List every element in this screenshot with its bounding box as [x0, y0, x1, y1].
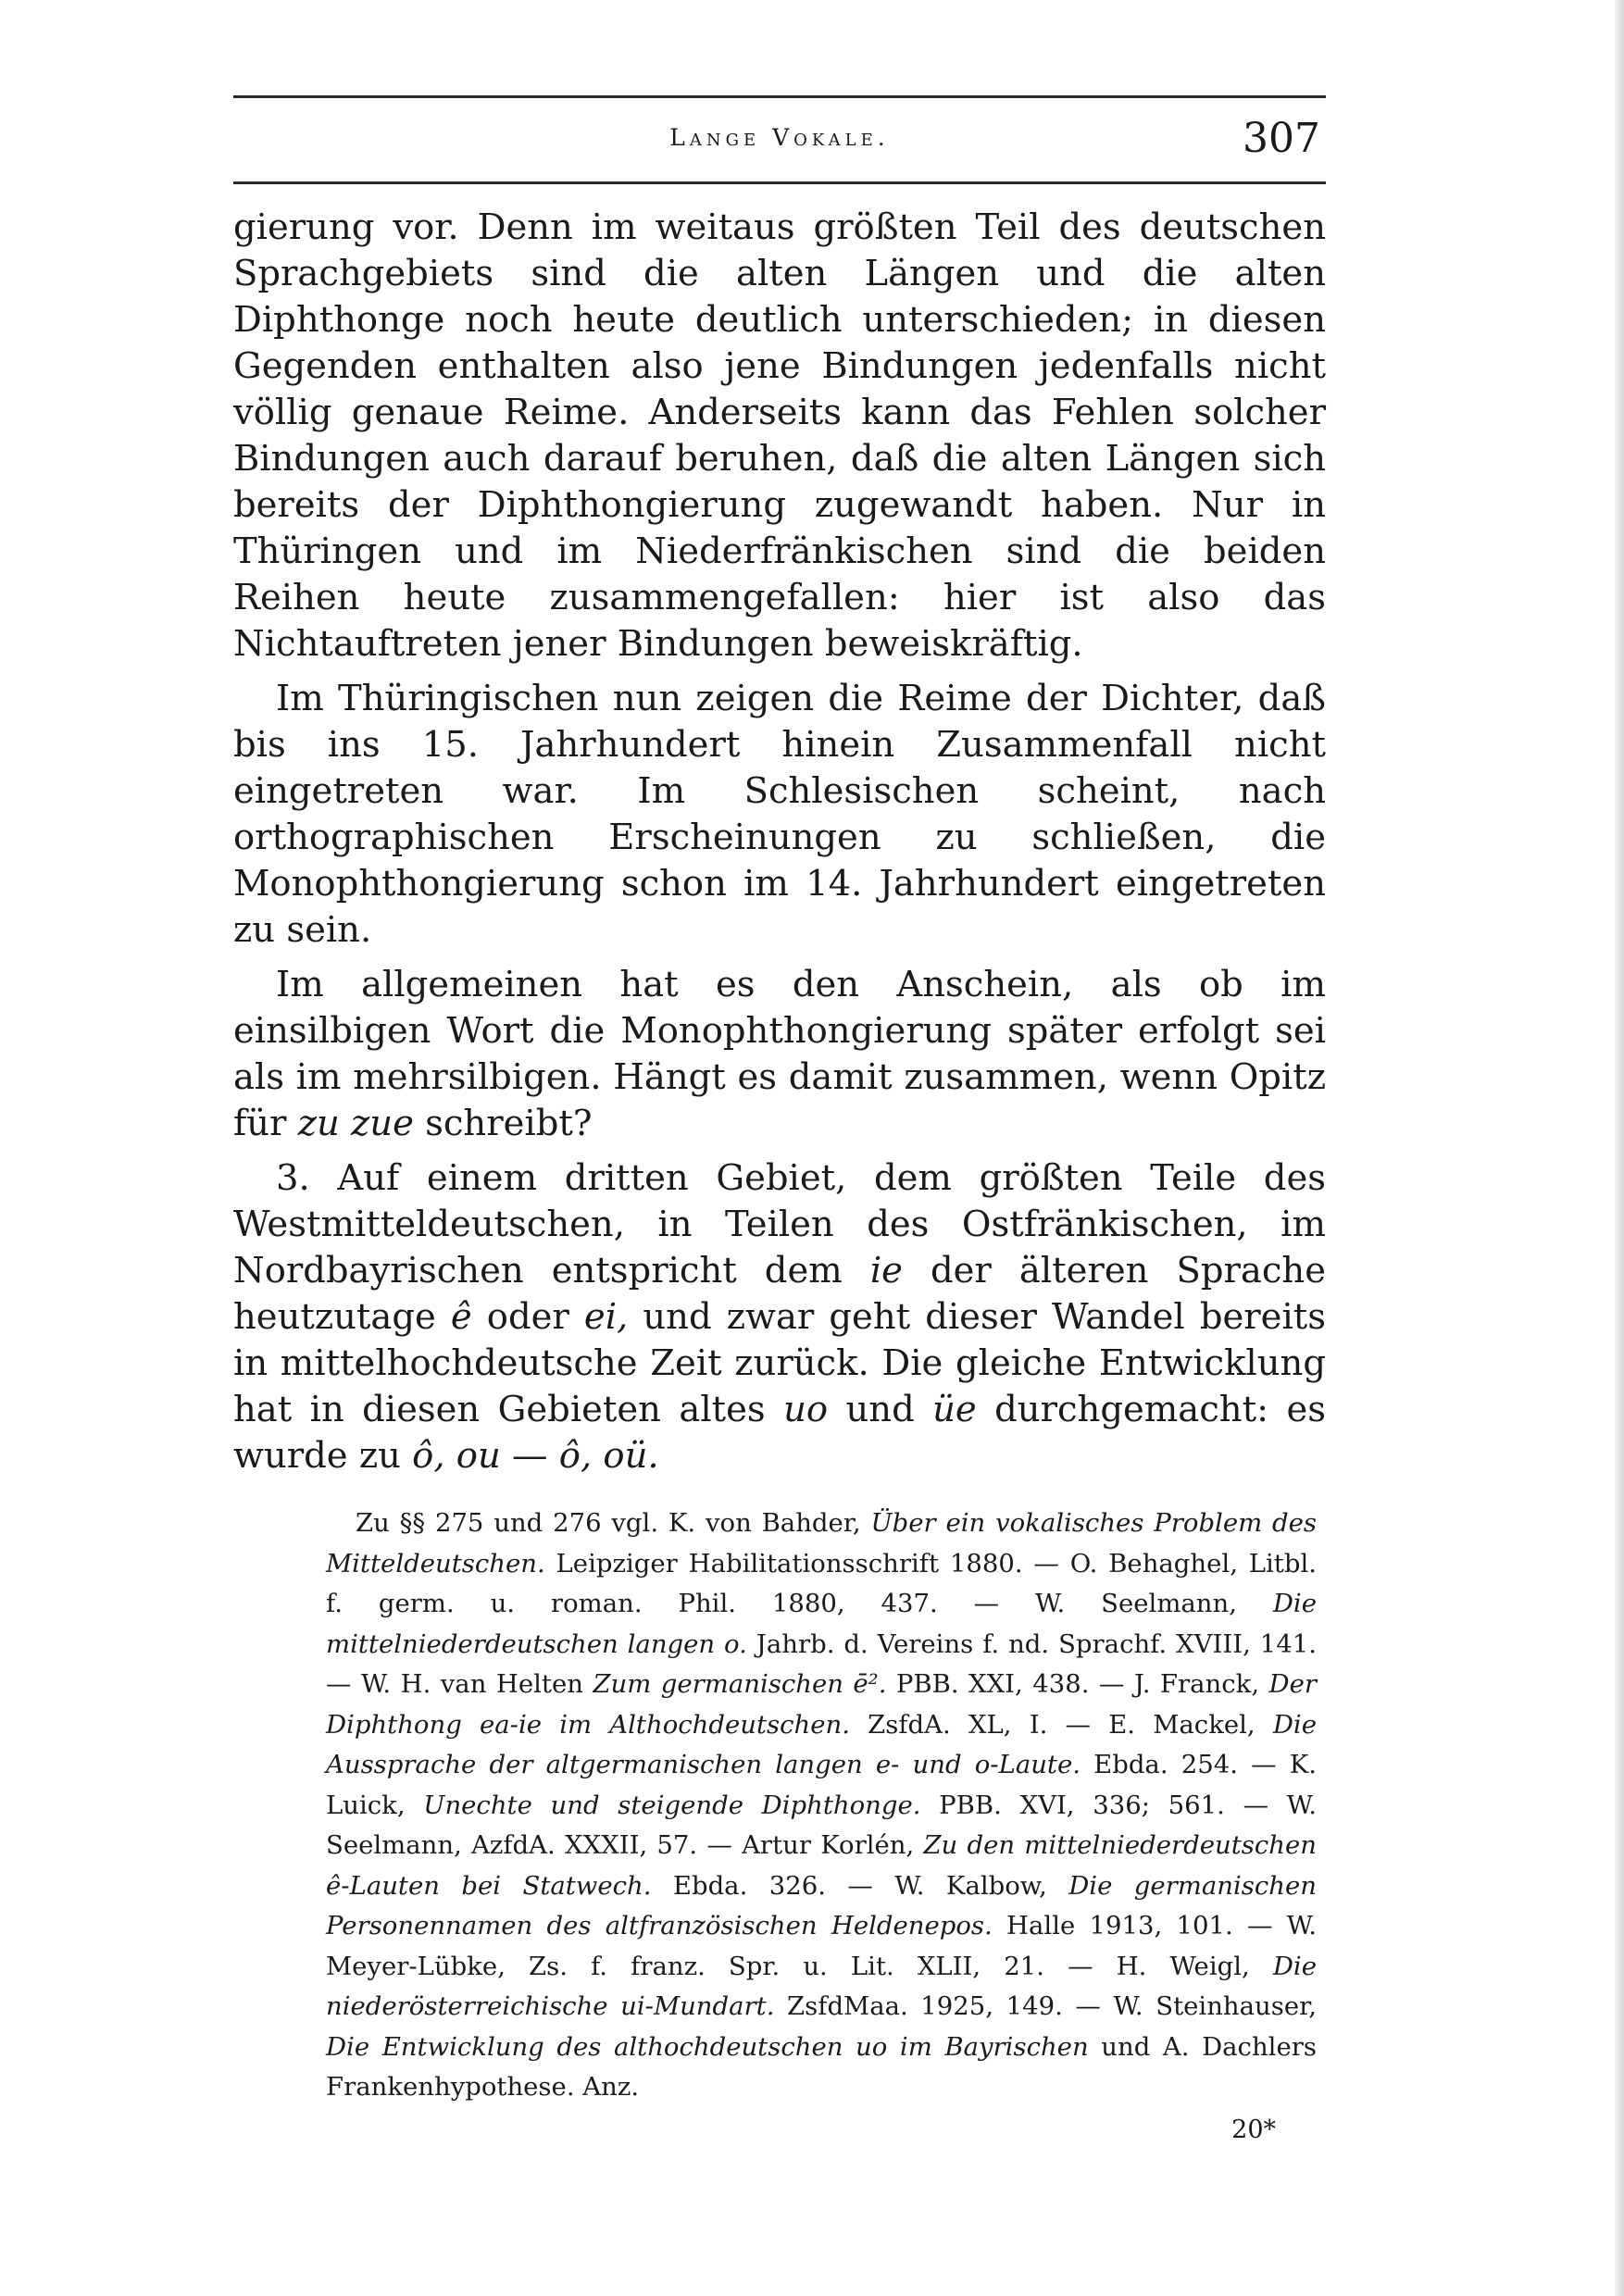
- note-title-italic: Die Entwicklung des althochdeutschen uo im Bayrischen: [326, 2031, 1089, 2062]
- note-title-italic: Über ein vokalisches Problem des Mitteldeutschen.: [326, 1508, 1317, 1578]
- page-edge-shadow: [1615, 0, 1624, 2296]
- note-title-italic: Unechte und steigende Diphthonge.: [423, 1790, 921, 1820]
- p4-italic-o-oue: ô, oü.: [558, 1435, 659, 1477]
- p4-italic-ei: ei,: [583, 1296, 629, 1338]
- p4-text-a: 3. Auf einem dritten Gebiet, dem größten Teile des Westmitteldeutschen, in Teilen des Ostfränkischen, im Nordbayrischen entspricht dem: [233, 1157, 1326, 1292]
- paragraph-3: [233, 962, 1326, 1147]
- p4-italic-e: ê: [450, 1296, 472, 1338]
- running-head: [233, 115, 1326, 181]
- paragraph-4: [233, 1155, 1326, 1479]
- note-text: Ebda. 254. — K. Luick,: [326, 1750, 1318, 1820]
- running-title: Lange Vokale.: [669, 124, 890, 151]
- note-text: Halle 1913, 101. — W. Meyer-Lübke, Zs. f. franz. Spr. u. Lit. XLII, 21. — H. Weigl,: [326, 1911, 1318, 1981]
- note-text: PBB. XXI, 438. — J. Franck,: [886, 1669, 1269, 1699]
- note-text: Zu §§ 275 und 276 vgl. K. von Bahder,: [356, 1508, 871, 1538]
- p4-text-i: und: [828, 1389, 933, 1430]
- header-rule-bottom: [233, 181, 1326, 184]
- p4-italic-uo: uo: [783, 1389, 829, 1430]
- note-title-italic: Der Diphthong ea-ie im Althochdeutschen.: [326, 1669, 1317, 1740]
- main-text: [233, 205, 1326, 1479]
- bibliography-paragraph: [326, 1504, 1317, 2108]
- note-title-italic: Die Aussprache der altgermanischen langen e- und o-Laute.: [326, 1709, 1317, 1779]
- p4-text-g: und zwar geht dieser Wandel bereits in mittelhochdeutsche Zeit zurück. Die gleiche Entwicklung hat in diesen Gebieten altes: [233, 1296, 1326, 1430]
- p4-italic-o-ou: ô, ou: [412, 1435, 501, 1477]
- p3-text-a: Im allgemeinen hat es den Anschein, als ob im einsilbigen Wort die Monophthongierung später erfolgt sei als im mehrsilbigen. Hängt es damit zusammen, wenn Opitz für: [233, 964, 1326, 1144]
- p4-italic-ue: üe: [932, 1389, 977, 1430]
- note-text: Leipziger Habilitationsschrift 1880. — O. Behaghel, Litbl. f. germ. u. roman. Phil. 1880, 437. — W. Seelmann,: [326, 1548, 1317, 1618]
- note-text: ZsfdMaa. 1925, 149. — W. Steinhauser,: [774, 1991, 1317, 2021]
- paragraph-2: Im Thüringischen nun zeigen die Reime der Dichter, daß bis ins 15. Jahrhundert hinein Zusammenfall nicht eingetreten war. Im Schlesischen scheint, nach orthographischen Erscheinungen zu schließen, die Monophthongierung schon im 14. Jahrhundert eingetreten zu sein.: [233, 678, 1326, 951]
- note-text: ZsfdA. XL, I. — E. Mackel,: [849, 1709, 1273, 1740]
- book-page: [233, 95, 1326, 2144]
- page-number: 307: [1243, 115, 1320, 162]
- note-title-italic: Die niederösterreichische ui-Mundart.: [326, 1951, 1317, 2021]
- note-text: und A. Dachlers Frankenhypothese. Anz.: [326, 2031, 1317, 2102]
- header-rule-top: [233, 95, 1326, 98]
- note-title-italic: Die germanischen Personennamen des altfranzösischen Heldenepos.: [326, 1870, 1317, 1940]
- p4-text-c: der älteren Sprache heutzutage: [233, 1250, 1326, 1338]
- p3-text-c: schreibt?: [413, 1103, 593, 1144]
- note-text: Jahrb. d. Vereins f. nd. Sprachf. XVIII, 141. — W. H. van Helten: [326, 1628, 1317, 1699]
- signature-mark: 20*: [1231, 2115, 1276, 2144]
- note-title-italic: Zu den mittelniederdeutschen ê-Lauten bei Statwech.: [326, 1830, 1317, 1901]
- bibliography-note: [326, 1504, 1317, 2108]
- p3-italic-zu-zue: zu zue: [297, 1103, 414, 1144]
- note-title-italic: Zum germanischen ē².: [593, 1669, 887, 1699]
- p4-text-e: oder: [471, 1296, 584, 1338]
- p4-text-k: durchgemacht: es wurde zu: [233, 1389, 1326, 1477]
- p4-italic-ie: ie: [869, 1250, 903, 1292]
- paragraph-1: gierung vor. Denn im weitaus größten Teil des deutschen Sprachgebiets sind die alten Längen und die alten Diphthonge noch heute deutlich unterschieden; in diesen Gegenden enthalten also jene Bindungen jedenfalls nicht völlig genaue Reime. Anderseits kann das Fehlen solcher Bindungen auch darauf beruhen, daß die alten Längen sich bereits der Diphthongierung zugewandt haben. Nur in Thüringen und im Niederfränkischen sind die beiden Reihen heute zusammengefallen: hier ist also das Nichtauftreten jener Bindungen beweiskräftig.: [233, 206, 1326, 665]
- p4-text-m: —: [500, 1435, 559, 1477]
- note-title-italic: Die mittelniederdeutschen langen o.: [326, 1589, 1317, 1659]
- note-text: Ebda. 326. — W. Kalbow,: [651, 1870, 1069, 1901]
- note-text: PBB. XVI, 336; 561. — W. Seelmann, AzfdA. XXXII, 57. — Artur Korlén,: [326, 1790, 1317, 1860]
